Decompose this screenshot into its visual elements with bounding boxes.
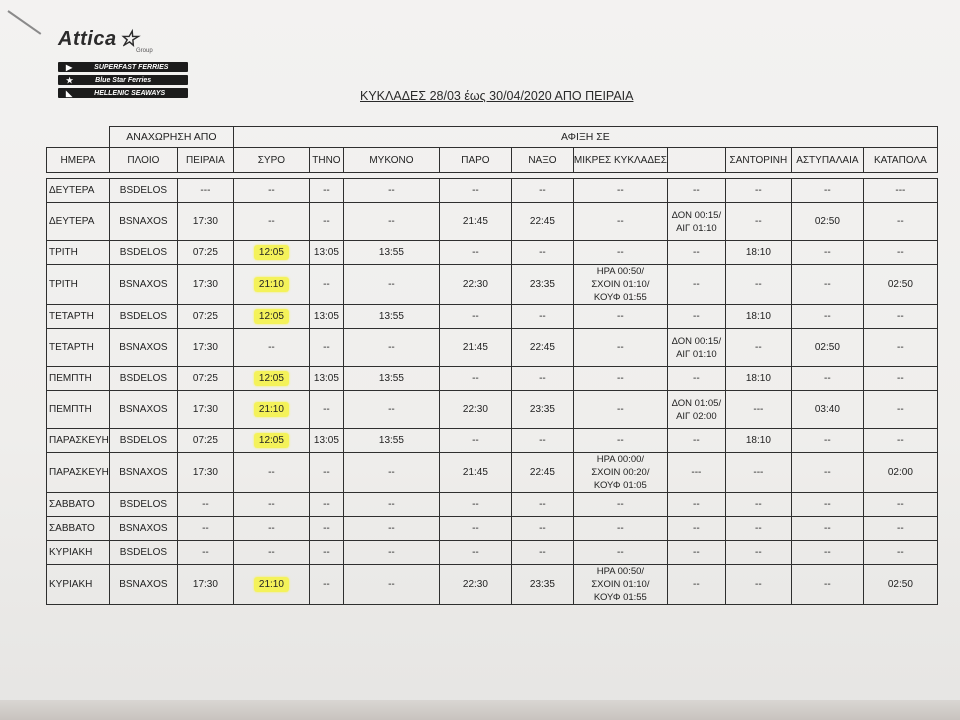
table-cell — [233, 241, 309, 265]
table-cell: -- — [343, 565, 439, 605]
column-header: ΣΑΝΤΟΡΙΝΗ — [725, 148, 791, 173]
table-cell: -- — [791, 429, 863, 453]
column-header: ΚΑΤΑΠΟΛΑ — [863, 148, 937, 173]
table-cell: -- — [573, 203, 667, 241]
table-cell: BSDELOS — [109, 241, 177, 265]
table-cell — [573, 565, 667, 605]
table-cell: -- — [573, 493, 667, 517]
table-cell: 22:45 — [511, 329, 573, 367]
table-cell — [233, 367, 309, 391]
table-cell: -- — [863, 329, 937, 367]
column-header: ΑΣΤΥΠΑΛΑΙΑ — [791, 148, 863, 173]
logo-hellenic — [58, 88, 188, 98]
table-cell: -- — [439, 241, 511, 265]
table-cell: -- — [863, 429, 937, 453]
table-cell: -- — [233, 493, 309, 517]
table-cell: -- — [511, 305, 573, 329]
table-cell: -- — [791, 179, 863, 203]
table-cell: 18:10 — [725, 367, 791, 391]
ferry-icon: ▶ — [66, 62, 73, 72]
table-cell: -- — [343, 517, 439, 541]
table-cell: BSDELOS — [109, 179, 177, 203]
table-cell: 23:35 — [511, 391, 573, 429]
table-cell: -- — [667, 265, 725, 305]
table-cell: -- — [343, 453, 439, 493]
table-cell: -- — [725, 517, 791, 541]
table-cell: -- — [863, 493, 937, 517]
table-cell — [667, 203, 725, 241]
table-cell: 18:10 — [725, 241, 791, 265]
table-cell: -- — [233, 453, 309, 493]
schedule-table-wrap — [46, 126, 938, 605]
table-cell: 22:30 — [439, 265, 511, 305]
table-cell: -- — [343, 265, 439, 305]
table-cell: -- — [343, 203, 439, 241]
table-cell: 02:50 — [791, 203, 863, 241]
table-cell: -- — [439, 517, 511, 541]
table-cell: ΤΡΙΤΗ — [47, 241, 110, 265]
table-cell: -- — [177, 493, 233, 517]
table-cell: -- — [343, 493, 439, 517]
header-departure: ΑΝΑΧΩΡΗΣΗ ΑΠΟ — [109, 127, 233, 148]
table-cell: BSNAXOS — [109, 453, 177, 493]
table-cell: ΤΕΤΑΡΤΗ — [47, 329, 110, 367]
table-cell: ΔΕΥΤΕΡΑ — [47, 179, 110, 203]
table-cell: -- — [791, 565, 863, 605]
table-cell: -- — [667, 493, 725, 517]
table-cell: -- — [233, 203, 309, 241]
column-header: ΜΙΚΡΕΣ ΚΥΚΛΑΔΕΣ — [573, 148, 667, 173]
table-cell: 22:45 — [511, 203, 573, 241]
table-cell: 07:25 — [177, 241, 233, 265]
table-cell — [233, 429, 309, 453]
highlighted-time: 12:05 — [254, 433, 289, 448]
table-cell: 07:25 — [177, 367, 233, 391]
table-cell: 13:55 — [343, 305, 439, 329]
table-cell: -- — [667, 241, 725, 265]
table-cell — [573, 265, 667, 305]
table-cell: 07:25 — [177, 429, 233, 453]
cell-line: ΣΧΟΙΝ 00:20/ — [591, 467, 650, 478]
logo-group: Group — [136, 48, 153, 54]
table-row — [47, 391, 938, 429]
table-cell: 22:30 — [439, 391, 511, 429]
logo-brand-text: Attica — [58, 27, 117, 50]
table-cell: 17:30 — [177, 453, 233, 493]
table-cell: 03:40 — [791, 391, 863, 429]
page-title: ΚΥΚΛΑΔΕΣ 28/03 έως 30/04/2020 ΑΠΟ ΠΕΙΡΑΙΑ — [360, 89, 634, 103]
cell-line: ΑΙΓ 01:10 — [676, 348, 717, 360]
column-header: ΠΛΟΙΟ — [109, 148, 177, 173]
table-cell: 17:30 — [177, 329, 233, 367]
table-cell — [233, 391, 309, 429]
table-cell: ΠΕΜΠΤΗ — [47, 391, 110, 429]
table-cell: BSDELOS — [109, 429, 177, 453]
table-cell: -- — [863, 517, 937, 541]
table-cell: -- — [667, 565, 725, 605]
table-cell: -- — [511, 241, 573, 265]
highlighted-time: 12:05 — [254, 309, 289, 324]
table-cell: -- — [439, 493, 511, 517]
schedule-table — [46, 126, 938, 605]
table-cell: 02:50 — [791, 329, 863, 367]
table-cell: -- — [439, 429, 511, 453]
table-cell: 13:05 — [309, 305, 343, 329]
cell-line: ΚΟΥΦ 01:55 — [593, 592, 647, 603]
table-cell: -- — [863, 203, 937, 241]
table-cell: --- — [177, 179, 233, 203]
table-cell: 23:35 — [511, 565, 573, 605]
table-cell — [667, 391, 725, 429]
table-cell: -- — [573, 367, 667, 391]
table-cell — [573, 453, 667, 493]
table-cell: 02:00 — [863, 453, 937, 493]
table-cell: -- — [725, 203, 791, 241]
table-cell: -- — [439, 305, 511, 329]
page-edge-shadow — [0, 700, 960, 720]
table-cell: ΣΑΒΒΑΤΟ — [47, 517, 110, 541]
table-cell: -- — [511, 493, 573, 517]
table-row — [47, 517, 938, 541]
highlighted-time: 21:10 — [254, 577, 289, 592]
table-cell: -- — [343, 541, 439, 565]
table-cell: -- — [667, 179, 725, 203]
table-cell: BSDELOS — [109, 541, 177, 565]
table-row — [47, 265, 938, 305]
table-cell: 02:50 — [863, 265, 937, 305]
table-cell: 22:45 — [511, 453, 573, 493]
cell-line: ΗΡΑ 00:50/ — [596, 566, 645, 577]
table-cell: 13:55 — [343, 367, 439, 391]
table-cell: -- — [667, 305, 725, 329]
column-header-row — [47, 148, 938, 173]
column-header: ΗΜΕΡΑ — [47, 148, 110, 173]
header-arrival: ΑΦΙΞΗ ΣΕ — [233, 127, 937, 148]
table-cell: 17:30 — [177, 565, 233, 605]
table-cell: -- — [791, 453, 863, 493]
table-row — [47, 179, 938, 203]
highlighted-time: 12:05 — [254, 371, 289, 386]
header-group-row — [47, 127, 938, 148]
column-header: ΣΥΡΟ — [233, 148, 309, 173]
table-row — [47, 367, 938, 391]
table-cell: -- — [233, 179, 309, 203]
table-cell: 21:45 — [439, 453, 511, 493]
table-cell: -- — [309, 493, 343, 517]
table-cell: -- — [725, 541, 791, 565]
table-row — [47, 565, 938, 605]
wave-icon: ◣ — [66, 88, 73, 98]
header-blank — [47, 127, 110, 148]
table-cell: -- — [667, 429, 725, 453]
table-cell: -- — [791, 541, 863, 565]
table-cell: -- — [863, 305, 937, 329]
table-cell: BSNAXOS — [109, 329, 177, 367]
schedule-body — [47, 173, 938, 605]
table-cell: -- — [511, 541, 573, 565]
cell-line: ΔΟΝ 00:15/ — [671, 335, 722, 347]
attica-logo — [58, 26, 193, 98]
table-cell: -- — [863, 367, 937, 391]
table-cell: --- — [667, 453, 725, 493]
table-cell: 17:30 — [177, 391, 233, 429]
cell-line: ΗΡΑ 00:00/ — [596, 454, 645, 465]
table-cell: -- — [309, 517, 343, 541]
column-header: ΤΗΝΟ — [309, 148, 343, 173]
star-icon: ☆ — [118, 26, 139, 51]
table-cell: 21:45 — [439, 329, 511, 367]
cell-line: ΑΙΓ 02:00 — [676, 410, 717, 422]
table-cell: 13:55 — [343, 241, 439, 265]
cell-line: ΔΟΝ 01:05/ — [671, 397, 722, 409]
table-cell: -- — [343, 329, 439, 367]
table-cell: ΚΥΡΙΑΚΗ — [47, 541, 110, 565]
table-cell: -- — [309, 265, 343, 305]
table-cell: -- — [573, 305, 667, 329]
column-header: ΠΕΙΡΑΙΑ — [177, 148, 233, 173]
table-cell: BSDELOS — [109, 305, 177, 329]
table-cell: -- — [573, 517, 667, 541]
table-cell: -- — [863, 541, 937, 565]
table-cell: -- — [863, 241, 937, 265]
table-cell: -- — [309, 203, 343, 241]
table-cell: -- — [309, 453, 343, 493]
cell-line: ΣΧΟΙΝ 01:10/ — [591, 279, 650, 290]
table-cell: ΠΑΡΑΣΚΕΥΗ — [47, 429, 110, 453]
table-cell: -- — [725, 265, 791, 305]
table-cell: -- — [511, 367, 573, 391]
table-cell: -- — [439, 367, 511, 391]
table-cell: -- — [791, 241, 863, 265]
table-cell: -- — [667, 367, 725, 391]
highlighted-time: 21:10 — [254, 402, 289, 417]
table-cell: -- — [343, 391, 439, 429]
table-cell: -- — [233, 517, 309, 541]
table-cell: -- — [309, 565, 343, 605]
table-cell: -- — [791, 493, 863, 517]
table-cell: -- — [725, 493, 791, 517]
table-row — [47, 241, 938, 265]
table-cell — [233, 265, 309, 305]
table-cell: -- — [573, 541, 667, 565]
table-cell: 02:50 — [863, 565, 937, 605]
table-cell: 17:30 — [177, 203, 233, 241]
table-cell: 13:55 — [343, 429, 439, 453]
table-cell: -- — [791, 305, 863, 329]
cell-line: ΑΙΓ 01:10 — [676, 222, 717, 234]
column-header: ΝΑΞΟ — [511, 148, 573, 173]
table-cell: -- — [791, 517, 863, 541]
table-cell: -- — [573, 329, 667, 367]
table-cell: -- — [725, 179, 791, 203]
table-cell: -- — [439, 541, 511, 565]
table-cell: BSNAXOS — [109, 265, 177, 305]
table-cell: 07:25 — [177, 305, 233, 329]
table-cell: -- — [309, 329, 343, 367]
table-cell: -- — [667, 541, 725, 565]
logo-line-superfast: SUPERFAST FERRIES — [94, 63, 169, 71]
logo-bluestar — [58, 75, 188, 85]
table-cell: -- — [309, 541, 343, 565]
column-header: ΠΑΡΟ — [439, 148, 511, 173]
table-cell: -- — [511, 429, 573, 453]
table-cell: BSDELOS — [109, 367, 177, 391]
table-cell: 13:05 — [309, 367, 343, 391]
table-cell: 18:10 — [725, 429, 791, 453]
table-cell: ΔΕΥΤΕΡΑ — [47, 203, 110, 241]
table-cell: BSNAXOS — [109, 565, 177, 605]
highlighted-time: 21:10 — [254, 277, 289, 292]
table-cell — [667, 329, 725, 367]
table-cell: ΤΡΙΤΗ — [47, 265, 110, 305]
table-cell — [233, 565, 309, 605]
table-row — [47, 429, 938, 453]
table-cell: 22:30 — [439, 565, 511, 605]
table-cell: ΚΥΡΙΑΚΗ — [47, 565, 110, 605]
table-cell: -- — [573, 391, 667, 429]
table-cell: --- — [725, 391, 791, 429]
table-cell — [233, 305, 309, 329]
table-cell: 18:10 — [725, 305, 791, 329]
table-cell: -- — [177, 517, 233, 541]
logo-line-bluestar: Blue Star Ferries — [95, 76, 152, 84]
table-cell: BSNAXOS — [109, 203, 177, 241]
table-cell: -- — [667, 517, 725, 541]
table-cell: 23:35 — [511, 265, 573, 305]
table-row — [47, 453, 938, 493]
table-cell: -- — [863, 391, 937, 429]
table-cell: ΣΑΒΒΑΤΟ — [47, 493, 110, 517]
table-cell: 21:45 — [439, 203, 511, 241]
table-row — [47, 541, 938, 565]
cell-line: ΚΟΥΦ 01:05 — [593, 480, 647, 491]
cell-line: ΣΧΟΙΝ 01:10/ — [591, 579, 650, 590]
table-cell: -- — [573, 179, 667, 203]
cell-line: ΚΟΥΦ 01:55 — [593, 292, 647, 303]
cell-line: ΔΟΝ 00:15/ — [671, 209, 722, 221]
table-cell: --- — [725, 453, 791, 493]
table-cell: -- — [573, 241, 667, 265]
table-cell: BSNAXOS — [109, 517, 177, 541]
cell-line: ΗΡΑ 00:50/ — [596, 266, 645, 277]
star-small-icon: ★ — [66, 75, 74, 85]
table-cell: -- — [725, 329, 791, 367]
table-row — [47, 329, 938, 367]
table-cell: -- — [511, 179, 573, 203]
logo-line-hellenic: HELLENIC SEAWAYS — [94, 89, 166, 97]
table-cell: ΠΑΡΑΣΚΕΥΗ — [47, 453, 110, 493]
table-cell: 13:05 — [309, 429, 343, 453]
table-cell: -- — [791, 265, 863, 305]
table-cell: 17:30 — [177, 265, 233, 305]
table-cell: -- — [233, 541, 309, 565]
table-cell: -- — [439, 179, 511, 203]
table-cell: -- — [791, 367, 863, 391]
table-row — [47, 203, 938, 241]
logo-superfast — [58, 62, 188, 72]
highlighted-time: 12:05 — [254, 245, 289, 260]
table-row — [47, 493, 938, 517]
column-header — [667, 148, 725, 173]
table-cell: -- — [343, 179, 439, 203]
table-cell: 13:05 — [309, 241, 343, 265]
table-cell: BSDELOS — [109, 493, 177, 517]
table-cell: -- — [309, 179, 343, 203]
table-cell: BSNAXOS — [109, 391, 177, 429]
table-cell: ΤΕΤΑΡΤΗ — [47, 305, 110, 329]
table-cell: -- — [725, 565, 791, 605]
table-cell: -- — [309, 391, 343, 429]
table-row — [47, 305, 938, 329]
table-cell: -- — [177, 541, 233, 565]
table-cell: --- — [863, 179, 937, 203]
table-cell: -- — [573, 429, 667, 453]
table-cell: -- — [511, 517, 573, 541]
table-cell: -- — [233, 329, 309, 367]
column-header: ΜΥΚΟΝΟ — [343, 148, 439, 173]
table-cell: ΠΕΜΠΤΗ — [47, 367, 110, 391]
